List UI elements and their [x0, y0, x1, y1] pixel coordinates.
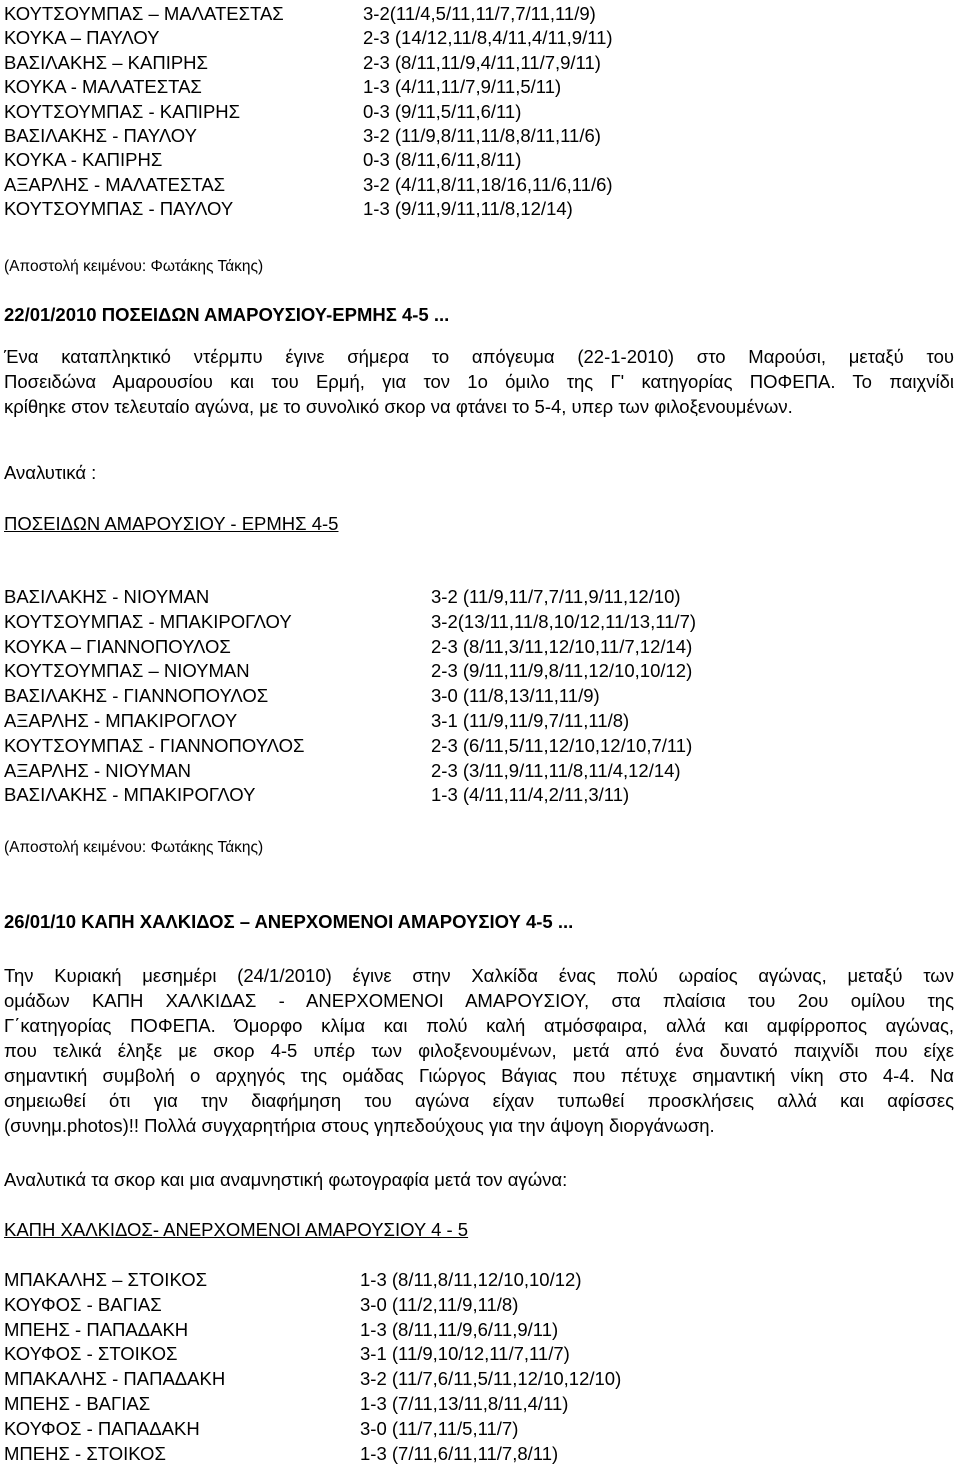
player-pair: ΚΟΥΤΣΟΥΜΠΑΣ - ΠΑΥΛΟΥ [4, 198, 234, 220]
match-score: 3-2 (11/9,8/11,11/8,8/11,11/6) [363, 125, 601, 146]
player-pair: ΚΟΥΤΣΟΥΜΠΑΣ – ΝΙΟΥΜΑΝ [4, 660, 250, 682]
player-pair: ΒΑΣΙΛΑΚΗΣ - ΜΠΑΚΙΡΟΓΛΟΥ [4, 784, 256, 806]
player-pair: ΒΑΣΙΛΑΚΗΣ - ΠΑΥΛΟΥ [4, 125, 197, 146]
paragraph-line: Γ΄κατηγορίας ΠΟΦΕΠΑ. Όμορφο κλίμα και πολύ καλή ατμόσφαιρα, αλλά και αμφίρροπος αγώνας, [4, 1015, 954, 1036]
match-score: 3-0 (11/7,11/5,11/7) [360, 1417, 519, 1439]
match-score: 3-2 (4/11,8/11,18/16,11/6,11/6) [363, 173, 613, 195]
match-score: 2-3 (8/11,11/9,4/11,11/7,9/11) [363, 51, 601, 73]
article-paragraph [4, 344, 954, 419]
match-score: 1-3 (4/11,11/7,9/11,5/11) [363, 76, 562, 98]
player-pair: ΒΑΣΙΛΑΚΗΣ – ΚΑΠΙΡΗΣ [4, 51, 208, 73]
player-pair: ΚΟΥΚΑ - ΜΑΛΑΤΕΣΤΑΣ [4, 76, 202, 98]
match-score: 2-3 (8/11,3/11,12/10,11/7,12/14) [431, 635, 693, 657]
article-title: 26/01/10 ΚΑΠΗ ΧΑΛΚΙΔΟΣ – ΑΝΕΡΧΟΜΕΝΟΙ ΑΜΑΡΟΥΣΙΟΥ 4-5 ... [4, 911, 574, 932]
match-score: 0-3 (9/11,5/11,6/11) [363, 100, 522, 122]
player-pair: ΑΞΑΡΛΗΣ - ΜΑΛΑΤΕΣΤΑΣ [4, 173, 226, 195]
player-pair: ΚΟΥΦΟΣ - ΠΑΠΑΔΑΚΗ [4, 1417, 200, 1439]
match-score: 3-0 (11/2,11/9,11/8) [360, 1293, 519, 1315]
player-pair: ΚΟΥΚΑ – ΓΙΑΝΝΟΠΟΥΛΟΣ [4, 635, 231, 657]
player-pair: ΑΞΑΡΛΗΣ - ΝΙΟΥΜΑΝ [4, 759, 192, 781]
player-pair: ΚΟΥΤΣΟΥΜΠΑΣ - ΚΑΠΙΡΗΣ [4, 100, 241, 122]
match-score: 1-3 (4/11,11/4,2/11,3/11) [431, 784, 630, 806]
player-pair: ΑΞΑΡΛΗΣ - ΜΠΑΚΙΡΟΓΛΟΥ [4, 710, 238, 731]
match-title: ΠΟΣΕΙΔΩΝ ΑΜΑΡΟΥΣΙΟΥ - ΕΡΜΗΣ 4-5 [4, 513, 339, 534]
paragraph-line: σημαντική συμβολή ο αρχηγός της ομάδας Γιώργος Βάγιας που πέτυχε σημαντική νίκη στο 4-4. Να [4, 1065, 954, 1086]
player-pair: ΚΟΥΦΟΣ - ΒΑΓΙΑΣ [4, 1293, 162, 1315]
player-pair: ΚΟΥΤΣΟΥΜΠΑΣ - ΜΠΑΚΙΡΟΓΛΟΥ [4, 610, 292, 632]
match-score: 1-3 (9/11,9/11,11/8,12/14) [363, 198, 573, 220]
player-pair: ΒΑΣΙΛΑΚΗΣ - ΝΙΟΥΜΑΝ [4, 586, 210, 607]
match-score: 2-3 (14/12,11/8,4/11,4/11,9/11) [363, 27, 613, 49]
match-score: 2-3 (9/11,11/9,8/11,12/10,10/12) [431, 660, 693, 682]
author-note: (Αποστολή κειμένου: Φωτάκης Τάκης) [4, 839, 264, 856]
player-pair: ΜΠΕΗΣ - ΠΑΠΑΔΑΚΗ [4, 1318, 189, 1340]
author-note: (Αποστολή κειμένου: Φωτάκης Τάκης) [4, 258, 264, 275]
paragraph-line: κρίθηκε στον τελευταίο αγώνα, με το συνολικό σκορ να φτάνει το 5-4, υπερ των φιλοξενουμένων. [4, 396, 793, 417]
player-pair: ΚΟΥΤΣΟΥΜΠΑΣ – ΜΑΛΑΤΕΣΤΑΣ [4, 3, 284, 24]
match-score: 1-3 (7/11,6/11,11/7,8/11) [360, 1442, 559, 1464]
player-pair: ΚΟΥΚΑ - ΚΑΠΙΡΗΣ [4, 149, 163, 171]
player-pair: ΚΟΥΚΑ – ΠΑΥΛΟΥ [4, 27, 160, 49]
match-score: 3-0 (11/8,13/11,11/9) [431, 685, 600, 707]
details-label: Αναλυτικά : [4, 462, 97, 483]
details-label: Αναλυτικά τα σκορ και μια αναμνηστική φωτογραφία μετά τον αγώνα: [4, 1169, 568, 1190]
paragraph-line: Την Κυριακή μεσημέρι (24/1/2010) έγινε στην Χαλκίδα ένας πολύ ωραίος αγώνας, μεταξύ των [4, 965, 954, 986]
match-score: 3-1 (11/9,10/12,11/7,11/7) [360, 1343, 570, 1365]
article-paragraph [4, 963, 954, 1138]
match-title: ΚΑΠΗ ΧΑΛΚΙΔΟΣ- ΑΝΕΡΧΟΜΕΝΟΙ ΑΜΑΡΟΥΣΙΟΥ 4 - 5 [4, 1219, 469, 1240]
match-score: 0-3 (8/11,6/11,8/11) [363, 149, 522, 171]
paragraph-line: (συνημ.photos)!! Πολλά συγχαρητήρια στους γηπεδούχους για την άψογη διοργάνωση. [4, 1115, 715, 1136]
player-pair: ΜΠΕΗΣ - ΣΤΟΙΚΟΣ [4, 1442, 166, 1464]
paragraph-line: που τελικά έληξε με σκορ 4-5 υπέρ των φιλοξενουμένων, μετά από ένα δυνατό παιχνίδι που είχε [4, 1040, 954, 1061]
paragraph-line: ομάδων ΚΑΠΗ ΧΑΛΚΙΔΑΣ - ΑΝΕΡΧΟΜΕΝΟΙ ΑΜΑΡΟΥΣΙΟΥ, στα πλαίσια του 2ου ομίλου της [4, 990, 954, 1011]
paragraph-line: Ποσειδώνα Αμαρουσίου και του Ερμή, για τον 1ο όμιλο της Γ' κατηγορίας ΠΟΦΕΠΑ. Το παιχνίδι [4, 371, 954, 392]
match-score: 2-3 (6/11,5/11,12/10,12/10,7/11) [431, 734, 693, 756]
player-pair: ΚΟΥΤΣΟΥΜΠΑΣ - ΓΙΑΝΝΟΠΟΥΛΟΣ [4, 734, 305, 756]
player-pair: ΜΠΑΚΑΛΗΣ – ΣΤΟΙΚΟΣ [4, 1269, 208, 1290]
player-pair: ΚΟΥΦΟΣ - ΣΤΟΙΚΟΣ [4, 1343, 178, 1365]
player-pair: ΜΠΕΗΣ - ΒΑΓΙΑΣ [4, 1393, 151, 1414]
player-pair: ΜΠΑΚΑΛΗΣ - ΠΑΠΑΔΑΚΗ [4, 1368, 226, 1390]
match-score: 3-2(11/4,5/11,11/7,7/11,11/9) [363, 3, 596, 24]
paragraph-line: σημειωθεί ότι για την διαφήμηση του αγώνα είχαν τυπωθεί προσκλήσεις αλλά και αφίσσες [4, 1090, 954, 1111]
match-score: 1-3 (8/11,8/11,12/10,10/12) [360, 1269, 582, 1290]
match-score: 1-3 (7/11,13/11,8/11,4/11) [360, 1393, 569, 1414]
match-score: 2-3 (3/11,9/11,11/8,11/4,12/14) [431, 759, 681, 781]
match-score: 3-2(13/11,11/8,10/12,11/13,11/7) [431, 610, 697, 632]
match-score: 1-3 (8/11,11/9,6/11,9/11) [360, 1318, 559, 1340]
player-pair: ΒΑΣΙΛΑΚΗΣ - ΓΙΑΝΝΟΠΟΥΛΟΣ [4, 685, 269, 707]
paragraph-line: Ένα καταπληκτικό ντέρμπυ έγινε σήμερα το απόγευμα (22-1-2010) στο Μαρούσι, μεταξύ του [4, 346, 954, 367]
match-score: 3-2 (11/9,11/7,7/11,9/11,12/10) [431, 586, 681, 607]
match-score: 3-2 (11/7,6/11,5/11,12/10,12/10) [360, 1368, 622, 1390]
article-title: 22/01/2010 ΠΟΣΕΙΔΩΝ ΑΜΑΡΟΥΣΙΟΥ-ΕΡΜΗΣ 4-5 ... [4, 304, 450, 325]
match-score: 3-1 (11/9,11/9,7/11,11/8) [431, 710, 630, 731]
